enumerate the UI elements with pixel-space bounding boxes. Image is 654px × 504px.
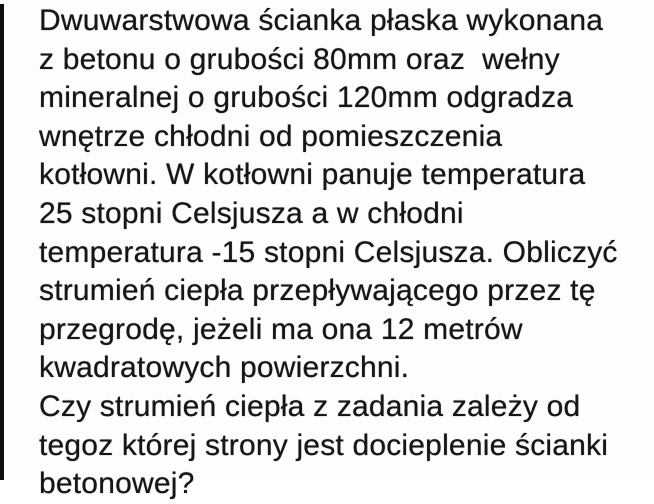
text-line: 25 stopni Celsjusza a w chłodni xyxy=(39,196,464,230)
text-line: przegrodę, jeżeli ma ona 12 metrów xyxy=(39,312,523,346)
text-line-clipped: betonowej? xyxy=(39,467,195,501)
text-line: mineralnej o grubości 120mm odgradza xyxy=(39,81,574,115)
text-line: Dwuwarstwowa ścianka płaska wykonana xyxy=(39,4,604,37)
left-edge-rule xyxy=(0,4,4,480)
text-line: kwadratowych powierzchni. xyxy=(39,351,410,385)
problem-text xyxy=(39,2,646,504)
text-line: wnętrze chłodni od pomieszczenia xyxy=(39,119,503,153)
text-line: z betonu o grubości 80mm oraz wełny xyxy=(39,42,560,76)
text-line: temperatura -15 stopni Celsjusza. Obliczyć xyxy=(39,235,618,269)
text-line: Czy strumień ciepła z zadania zależy od xyxy=(39,389,581,423)
text-line: tegoz której strony jest docieplenie ścianki xyxy=(39,428,609,462)
text-line: kotłowni. W kotłowni panuje temperatura xyxy=(39,158,586,192)
text-line: strumień ciepła przepływającego przez tę xyxy=(39,274,596,308)
